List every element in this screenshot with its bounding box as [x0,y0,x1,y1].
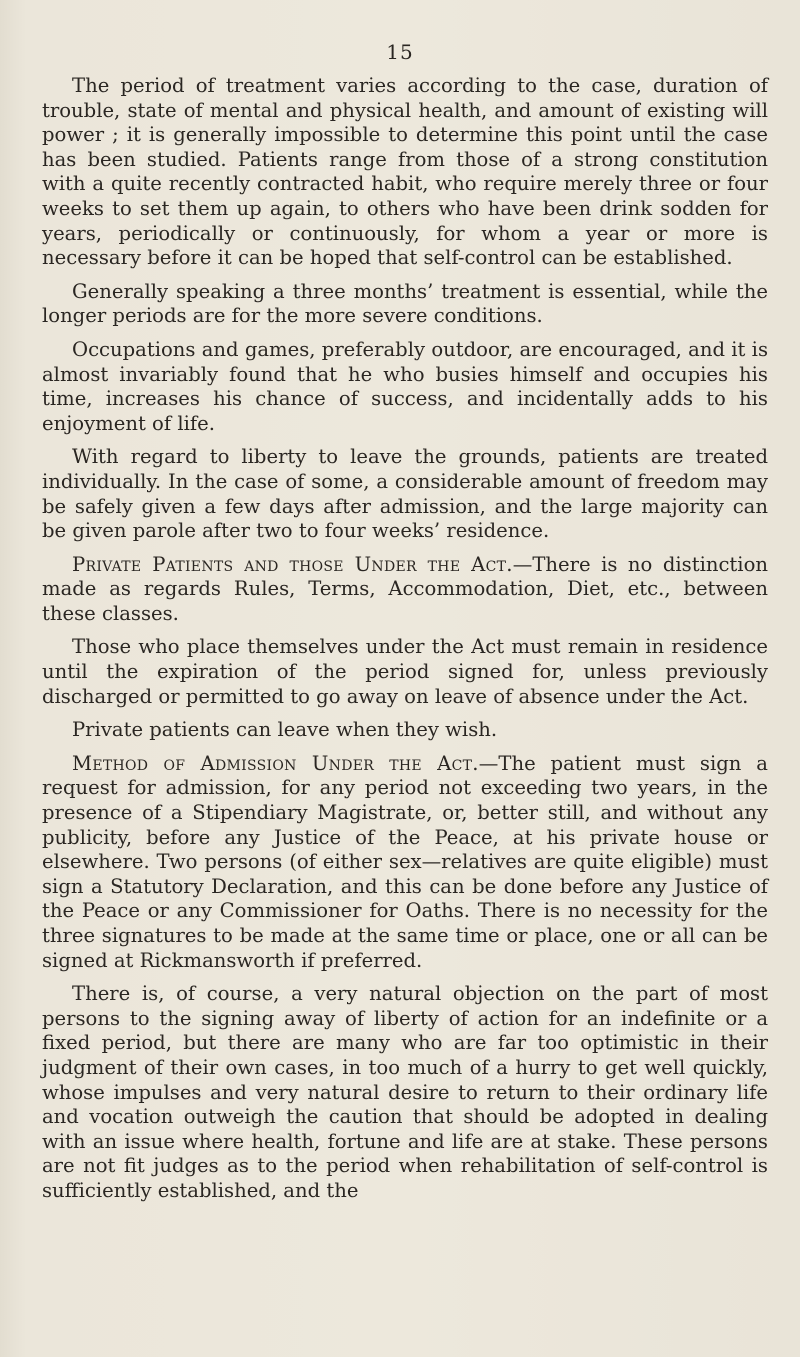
page-number: 15 [386,40,414,64]
paragraph-text: Occupations and games, preferably outdoor, are encouraged, and it is almost invariably found that he who busies himself and occupies his time, increases his chance of success, and incidentally adds to his enjoyment of life. [42,337,768,435]
section-lead: Private Patients and those Under the Act. [72,552,513,576]
paragraph-under-act [42,635,768,709]
paragraph-text: —The patient must sign a request for admission, for any period not exceeding two years, in the presence of a Stipendiary Magistrate, or, better still, and without any publicity, before any Justice of the Peace, at his private house or elsewhere. Two persons (of either sex—relatives are quite eligible) must sign a Statutory Declaration, and this can be done before any Justice of the Peace or any Commissioner for Oaths. There is no necessity for the three signatures to be made at the same time or place, one or all can be signed at Rickmansworth if preferred. [42,751,768,972]
paragraph-text: Those who place themselves under the Act must remain in residence until the expiration of the period signed for, unless previously discharged or permitted to go away on leave of absence under the Act. [42,635,768,708]
paragraph-text: With regard to liberty to leave the grounds, patients are treated individually. In the case of some, a considerable amount of freedom may be safely given a few days after admission, and the large majority can be given parole after two to four weeks’ residence. [42,445,768,543]
paragraph-occupations [42,338,768,436]
paragraph-text: There is, of course, a very natural objection on the part of most persons to the signing away of liberty of action for an indefinite or a fixed period, but there are many who are far too optimistic in their judgment of their own cases, in too much of a hurry to get well quickly, whose impulses and very natural desire to return to their ordinary life and vocation outweigh the caution that should be adopted in dealing with an issue where health, fortune and life are at stake. These persons are not fit judges as to the period when rehabilitation of self-control is sufficiently established, and the [42,982,768,1202]
paragraph-text: Private patients can leave when they wish. [72,718,498,742]
paragraph-liberty [42,445,768,543]
paragraph-three-months [42,280,768,329]
paragraph-method-admission [42,752,768,973]
section-lead: Method of Admission Under the Act. [72,751,479,775]
paragraph-private-patients [42,553,768,627]
paragraph-text: The period of treatment varies according to the case, duration of trouble, state of mental and physical health, and amount of existing will power ; it is generally impossible to determine this point until the case has been studied. Patients range from those of a strong constitution with a quite recently contracted habit, who require merely three or four weeks to set them up again, to others who have been drink sodden for years, periodically or continuously, for whom a year or more is necessary before it can be hoped that self-control can be established. [42,74,768,270]
paragraph-treatment-period [42,74,768,271]
paragraph-objection [42,982,768,1203]
paragraph-private-leave [42,718,768,743]
paragraph-text: —There is no distinction made as regards Rules, Terms, Accommodation, Diet, etc., between these classes. [42,552,768,625]
paragraph-text: Generally speaking a three months’ treatment is essential, while the longer periods are for the more severe conditions. [42,279,768,328]
